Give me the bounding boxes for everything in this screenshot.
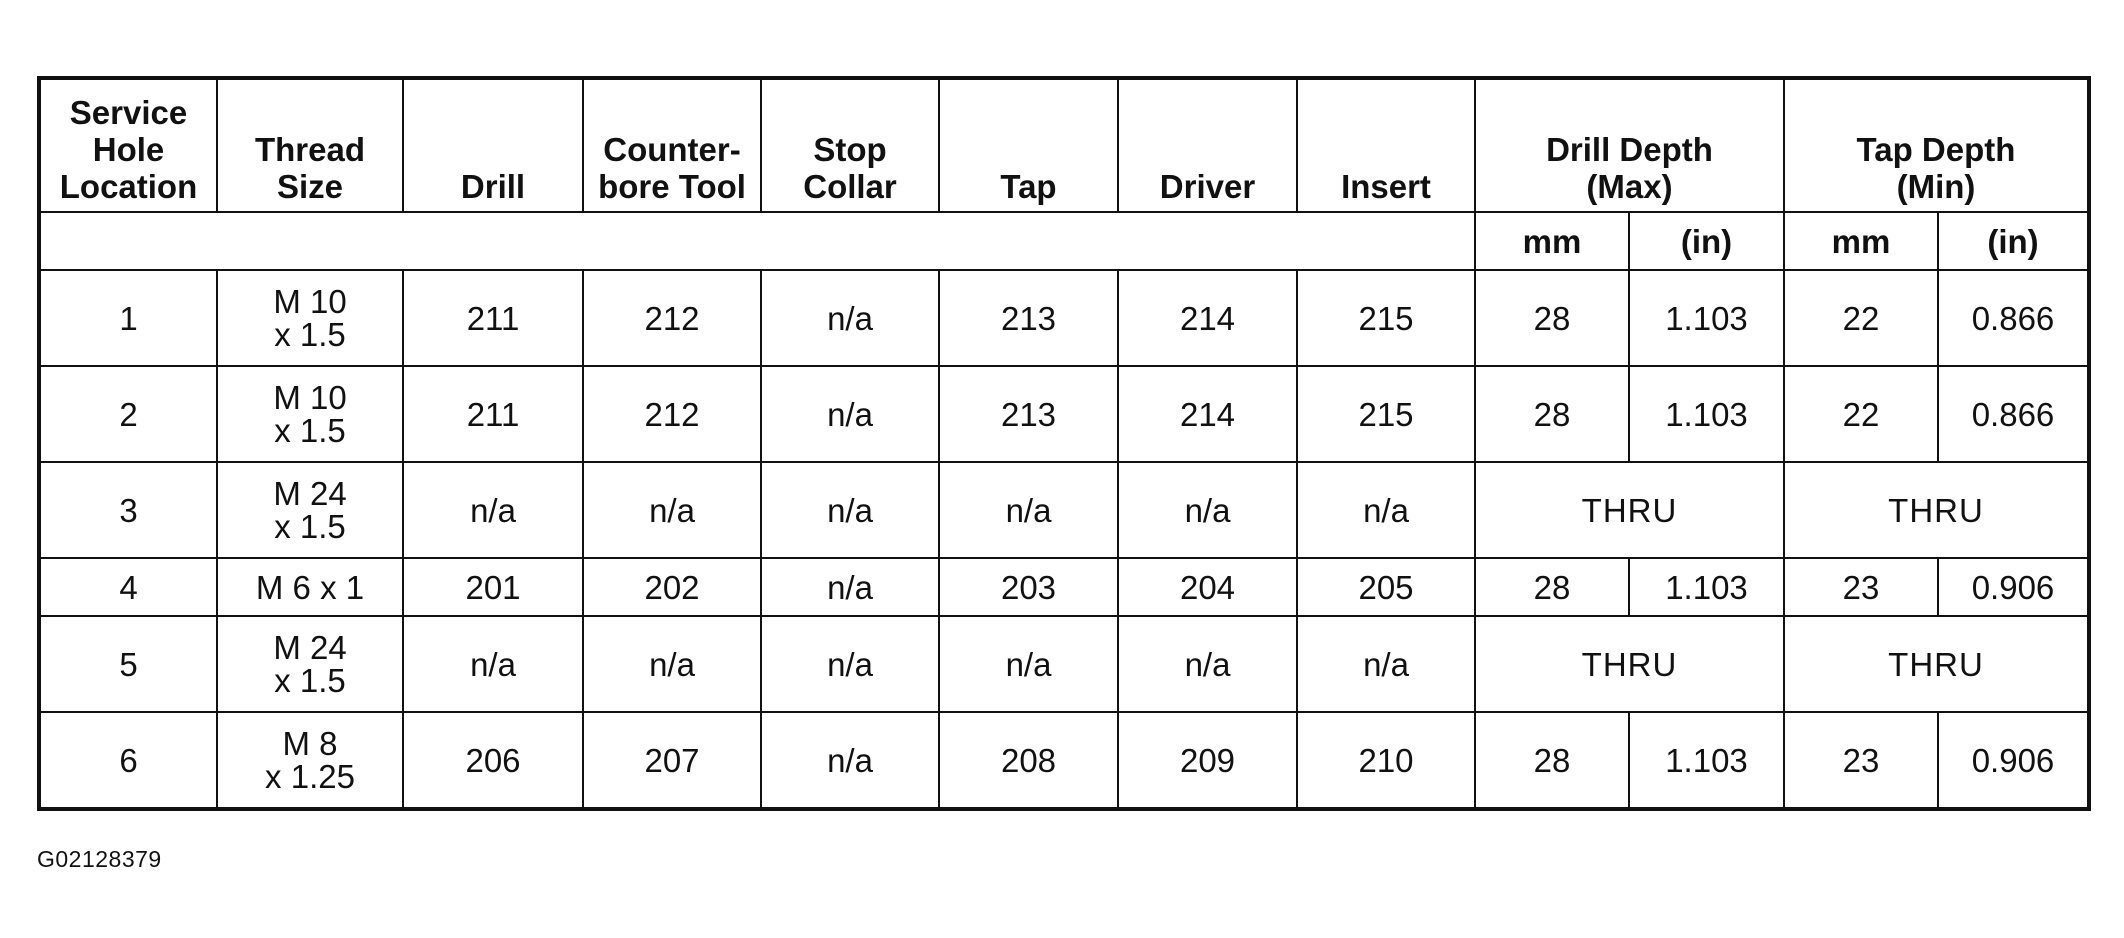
cell-thread-size [217,366,403,462]
cell-counterbore-tool: n/a [583,616,761,712]
drill-depth-thru-text: THRU [1581,645,1678,683]
cell-tap: n/a [939,462,1118,558]
cell-tap-depth-thru [1784,462,2089,558]
cell-counterbore-tool: 212 [583,270,761,366]
header-drill: Drill [403,78,583,212]
thread-size-line: M 8 [282,725,338,762]
table-row [39,558,2089,616]
cell-insert: 215 [1297,270,1475,366]
header-counterbore-tool: Counter- bore Tool [583,78,761,212]
header-tap-depth-in: (in) [1938,212,2089,270]
cell-driver: 214 [1118,366,1297,462]
cell-drill: n/a [403,462,583,558]
cell-insert: n/a [1297,616,1475,712]
units-row [39,212,2089,270]
cell-drill-depth-in: 1.103 [1629,270,1784,366]
cell-thread-size [217,462,403,558]
cell-driver: 209 [1118,712,1297,809]
cell-tap-depth-mm: 22 [1784,270,1938,366]
cell-tap: 213 [939,270,1118,366]
drill-depth-thru-text: THRU [1581,491,1678,529]
cell-driver: n/a [1118,462,1297,558]
header-insert: Insert [1297,78,1475,212]
cell-tap-depth-mm: 23 [1784,712,1938,809]
table-row [39,462,2089,558]
thread-pitch-line: x 1.25 [265,758,355,795]
cell-tap-depth-in: 0.906 [1938,558,2089,616]
header-tap-depth-mm: mm [1784,212,1938,270]
cell-location: 4 [39,558,217,616]
cell-drill: 201 [403,558,583,616]
cell-location: 3 [39,462,217,558]
cell-insert: 215 [1297,366,1475,462]
cell-tap-depth-in: 0.906 [1938,712,2089,809]
tap-depth-thru-text: THRU [1888,645,1984,683]
cell-drill-depth-in: 1.103 [1629,558,1784,616]
cell-drill-depth-thru [1475,616,1784,712]
cell-tap: 208 [939,712,1118,809]
units-row-spacer [39,212,1475,270]
cell-driver: 204 [1118,558,1297,616]
cell-location: 1 [39,270,217,366]
cell-stop-collar: n/a [761,462,939,558]
table-row [39,616,2089,712]
thread-size-line: M 10 [273,379,347,416]
cell-drill: 211 [403,270,583,366]
cell-stop-collar: n/a [761,616,939,712]
header-drill-depth: Drill Depth (Max) [1475,78,1784,212]
cell-drill: n/a [403,616,583,712]
cell-insert: 205 [1297,558,1475,616]
cell-drill: 206 [403,712,583,809]
cell-thread-size [217,616,403,712]
cell-counterbore-tool: 202 [583,558,761,616]
cell-thread-size: M 6 x 1 [217,558,403,616]
cell-counterbore-tool: 207 [583,712,761,809]
cell-thread-size [217,712,403,809]
thread-pitch-line: x 1.5 [274,412,346,449]
cell-driver: 214 [1118,270,1297,366]
cell-tap: 203 [939,558,1118,616]
cell-driver: n/a [1118,616,1297,712]
table-row [39,366,2089,462]
header-drill-depth-mm: mm [1475,212,1629,270]
cell-insert: 210 [1297,712,1475,809]
thread-pitch-line: x 1.5 [274,508,346,545]
thread-size-line: M 10 [273,283,347,320]
thread-pitch-line: x 1.5 [274,662,346,699]
cell-location: 5 [39,616,217,712]
header-tap: Tap [939,78,1118,212]
cell-location: 6 [39,712,217,809]
header-driver: Driver [1118,78,1297,212]
thread-size-line: M 24 [273,629,347,666]
cell-location: 2 [39,366,217,462]
cell-tap-depth-mm: 22 [1784,366,1938,462]
cell-tap-depth-in: 0.866 [1938,366,2089,462]
thread-pitch-line: x 1.5 [274,316,346,353]
cell-drill-depth-mm: 28 [1475,558,1629,616]
figure-id-label: G02128379 [37,846,162,872]
cell-counterbore-tool: n/a [583,462,761,558]
header-stop-collar: Stop Collar [761,78,939,212]
cell-stop-collar: n/a [761,270,939,366]
cell-drill-depth-mm: 28 [1475,712,1629,809]
table-row [39,270,2089,366]
cell-stop-collar: n/a [761,558,939,616]
header-tap-depth: Tap Depth (Min) [1784,78,2089,212]
cell-insert: n/a [1297,462,1475,558]
header-row [39,78,2089,212]
cell-thread-size [217,270,403,366]
tap-depth-thru-text: THRU [1888,491,1984,529]
cell-drill: 211 [403,366,583,462]
table-row [39,712,2089,809]
cell-tap-depth-in: 0.866 [1938,270,2089,366]
cell-tap: n/a [939,616,1118,712]
service-hole-tooling-table [37,76,2091,811]
cell-drill-depth-thru [1475,462,1784,558]
cell-tap-depth-mm: 23 [1784,558,1938,616]
cell-tap: 213 [939,366,1118,462]
cell-drill-depth-in: 1.103 [1629,366,1784,462]
thread-size-line: M 24 [273,475,347,512]
cell-stop-collar: n/a [761,712,939,809]
cell-drill-depth-in: 1.103 [1629,712,1784,809]
header-service-hole-location: Service Hole Location [39,78,217,212]
cell-tap-depth-thru [1784,616,2089,712]
cell-drill-depth-mm: 28 [1475,366,1629,462]
cell-drill-depth-mm: 28 [1475,270,1629,366]
cell-counterbore-tool: 212 [583,366,761,462]
header-drill-depth-in: (in) [1629,212,1784,270]
header-thread-size: Thread Size [217,78,403,212]
cell-stop-collar: n/a [761,366,939,462]
